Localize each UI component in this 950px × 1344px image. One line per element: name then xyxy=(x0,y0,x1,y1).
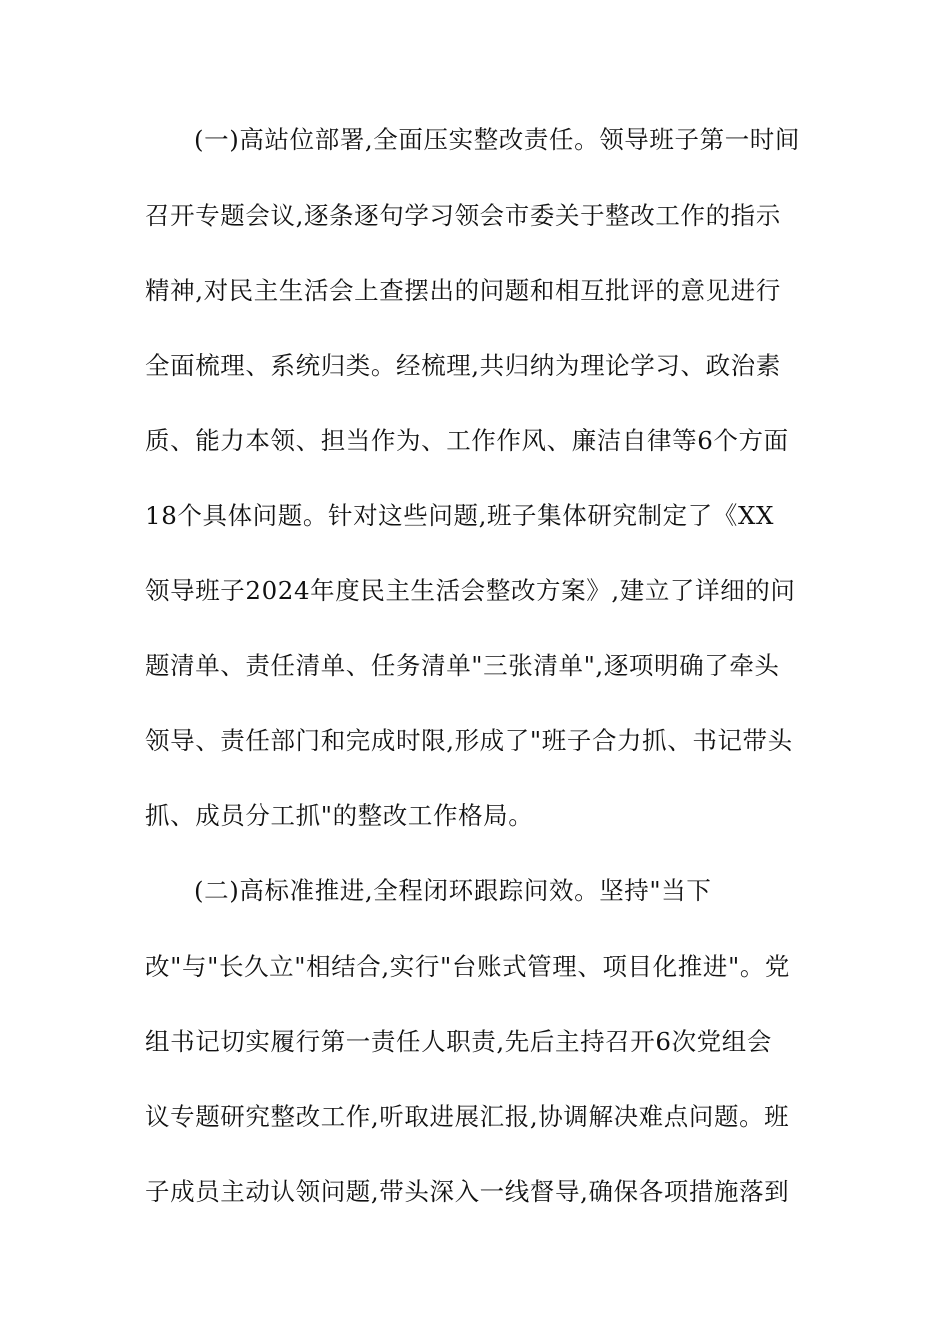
paragraph-1-line-2: 召开专题会议,逐条逐句学习领会市委关于整改工作的指示 xyxy=(145,201,781,230)
paragraph-1-line-9: 领导、责任部门和完成时限,形成了"班子合力抓、书记带头 xyxy=(145,726,793,755)
paragraph-2-line-5: 子成员主动认领问题,带头深入一线督导,确保各项措施落到 xyxy=(145,1177,790,1206)
paragraph-1-line-8: 题清单、责任清单、任务清单"三张清单",逐项明确了牵头 xyxy=(145,651,780,680)
paragraph-1-line-3: 精神,对民主生活会上查摆出的问题和相互批评的意见进行 xyxy=(145,276,781,305)
paragraph-2-line-2: 改"与"长久立"相结合,实行"台账式管理、项目化推进"。党 xyxy=(145,952,791,981)
paragraph-2-line-3: 组书记切实履行第一责任人职责,先后主持召开6次党组会 xyxy=(145,1027,772,1056)
paragraph-2-line-4: 议专题研究整改工作,听取进展汇报,协调解决难点问题。班 xyxy=(145,1102,790,1131)
paragraph-1-line-7: 领导班子2024年度民主生活会整改方案》,建立了详细的问 xyxy=(145,576,796,605)
paragraph-1-line-5: 质、能力本领、担当作为、工作作风、廉洁自律等6个方面 xyxy=(145,426,789,455)
paragraph-1-line-10: 抓、成员分工抓"的整改工作格局。 xyxy=(145,801,534,830)
paragraph-1-line-1: (一)高站位部署,全面压实整改责任。领导班子第一时间 xyxy=(194,125,801,154)
paragraph-1-line-4: 全面梳理、系统归类。经梳理,共归纳为理论学习、政治素 xyxy=(145,351,781,380)
paragraph-2-line-1: (二)高标准推进,全程闭环跟踪问效。坚持"当下 xyxy=(194,876,712,905)
paragraph-1-line-6: 18个具体问题。针对这些问题,班子集体研究制定了《XX xyxy=(145,501,775,530)
